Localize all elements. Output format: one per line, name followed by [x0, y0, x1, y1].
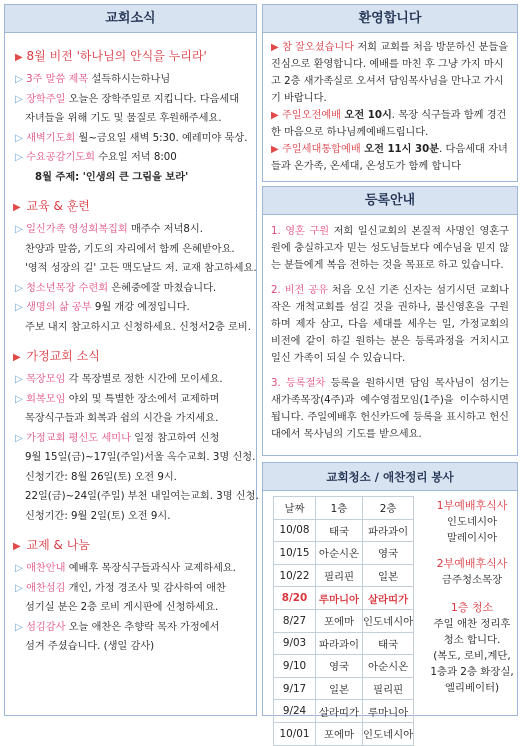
table-cell: 10/15 [274, 542, 316, 565]
table-cell: 포에마 [316, 722, 363, 745]
table-header-cell: 1층 [316, 497, 363, 520]
welcome-title: 환영합니다 [263, 5, 517, 33]
list-item [5, 559, 256, 579]
item-text: 각 목장별로 정한 시간에 모이세요. [65, 374, 223, 385]
table-cell: 살라띠가 [316, 700, 363, 723]
item-text: 8월 주제: '인생의 큰 그림을 보라' [35, 171, 189, 183]
side-title-2: 2부예배후식사 [436, 557, 508, 570]
outline-triangle-bullet-icon: ▷ [15, 432, 27, 444]
red-triangle-bullet-icon: ▶ [13, 352, 21, 363]
table-cell: 인도네시아 [363, 609, 414, 632]
table-cell: 10/22 [274, 564, 316, 587]
list-item [5, 618, 256, 638]
item-text: 야외 및 특별한 장소에서 교제하며 [65, 393, 220, 405]
table-cell: 루마니아 [316, 587, 363, 610]
item-text: 주보 내지 참고하시고 신청하세요. 신청서2층 로비. [25, 321, 251, 333]
table-cell: 필리핀 [316, 564, 363, 587]
table-row [274, 564, 414, 587]
outline-triangle-bullet-icon: ▷ [15, 93, 27, 105]
news-list [5, 70, 256, 187]
table-row [274, 655, 414, 678]
table-row [274, 587, 414, 610]
red-triangle-bullet-icon: ▶ [271, 144, 279, 155]
table-cell: 10/01 [274, 722, 316, 745]
table-cell: 9/10 [274, 655, 316, 678]
table-header-cell: 2층 [363, 497, 414, 520]
item-text: 설득하시는하나님 [88, 74, 171, 85]
list-item [5, 507, 256, 527]
outline-triangle-bullet-icon: ▷ [15, 393, 27, 405]
table-row [274, 609, 414, 632]
item-keyword: 가정교회 평신도 세미나 [26, 432, 131, 444]
item-keyword: 수요공감기도회 [26, 152, 95, 163]
list-item [5, 298, 256, 318]
table-row [274, 700, 414, 723]
list-item [5, 279, 256, 299]
table-cell: 8/27 [274, 609, 316, 632]
item-keyword: 회복모임 [26, 393, 66, 405]
cleaning-title: 교회청소 / 애찬정리 봉사 [263, 463, 517, 491]
list-item [5, 390, 256, 410]
outline-triangle-bullet-icon: ▷ [15, 152, 27, 163]
list-item [5, 240, 256, 260]
table-cell: 살라띠가 [363, 587, 414, 610]
table-cell: 포에마 [316, 609, 363, 632]
item-text: 9월 개강 예정입니다. [91, 302, 190, 313]
meal-side-notes [429, 498, 515, 696]
side-item: 인도네시아 [446, 516, 498, 528]
august-vision: ▶ 8월 비전 '하나님의 안식을 누리라' [15, 49, 207, 63]
welcome-body [263, 33, 517, 179]
outline-triangle-bullet-icon: ▷ [15, 582, 27, 594]
table-cell: 태국 [316, 519, 363, 542]
education-list [5, 220, 256, 337]
table-cell: 파라과이 [316, 632, 363, 655]
outline-triangle-bullet-icon: ▷ [15, 74, 27, 85]
table-header-cell: 날짜 [274, 497, 316, 520]
table-cell: 영국 [363, 542, 414, 565]
red-triangle-bullet-icon: ▶ [15, 52, 23, 63]
item-keyword: 생명의 삶 공부 [26, 302, 92, 313]
item-text: 은혜중에잘 마쳤습니다. [108, 282, 217, 294]
item-keyword: 목장모임 [26, 374, 66, 385]
item-keyword: 애찬안내 [26, 563, 66, 574]
outline-triangle-bullet-icon: ▷ [15, 132, 27, 144]
item-keyword: 일신가족 영성회복집회 [26, 224, 128, 235]
side-text: (복도, 로비,계단, [433, 650, 511, 662]
table-row [274, 632, 414, 655]
outline-triangle-bullet-icon: ▷ [15, 563, 27, 574]
table-row [274, 677, 414, 700]
side-text: 주일 애찬 정리후 [433, 618, 511, 630]
list-item [5, 487, 259, 507]
list-item [5, 468, 256, 488]
cleaning-panel [262, 462, 518, 742]
cleaning-table [273, 496, 414, 746]
red-triangle-bullet-icon: ▶ [13, 202, 21, 213]
church-news-panel [4, 4, 257, 716]
list-item [5, 409, 256, 429]
list-item [5, 579, 256, 599]
outline-triangle-bullet-icon: ▷ [15, 282, 27, 294]
side-text: 엘리베이터) [444, 682, 500, 694]
item-text: 매주수 저녁8시. [127, 224, 203, 235]
item-text: 자녀들을 위해 기도 및 물질로 후원해주세요. [25, 113, 222, 124]
side-title-3: 1층 청소 [450, 601, 494, 614]
side-item: 금주청소목장 [441, 574, 503, 586]
table-cell: 태국 [363, 632, 414, 655]
table-cell: 9/17 [274, 677, 316, 700]
registration-item: 1. 영혼 구원 저희 일신교회의 본질적 사명인 영혼구원에 충실하고자 믿는 성도님들보다 예수님을 믿지 않는 분들에게 복음 전하는 것을 목표로 하고 있습니다. [271, 226, 509, 271]
list-item [5, 637, 256, 657]
integrated-worship: ▶ 주일세대통합예배 오전 11시 30분. 다음세대 자녀들과 온가족, 온세대, 온성도가 함께 합니다 [271, 144, 508, 172]
table-cell: 루마니아 [363, 700, 414, 723]
registration-item: 3. 등록절차 등록을 원하시면 담임 목사님이 섬기는 새가족목장(4주)과 예수영접모임(1주)을 이수하시면 됩니다. 주일예배후 헌신카드에 등록을 표시하고 헌신대에서 목사님의 기도를 받으세요. [271, 378, 509, 440]
item-text: 개인, 가정 경조사 및 감사하여 애찬 [65, 582, 226, 594]
side-title-1: 1부예배후식사 [436, 499, 508, 512]
welcome-paragraph: ▶ 참 잘오셨습니다 저희 교회를 처음 방문하신 분들을 진심으로 환영합니다. 예배를 마친 후 그냥 가지 마시고 2층 새가족실로 오셔서 담임목사님을 만나고 가시기 바랍니다. [271, 42, 509, 104]
list-item [5, 429, 256, 449]
table-cell: 영국 [316, 655, 363, 678]
side-text: 1층과 2층 화장실, [430, 666, 514, 678]
registration-item: 2. 비전 공유 처음 오신 기존 신자는 섬기시던 교회나 작은 개척교회를 섬길 것을 권하나, 불신영혼을 구원하며 제자 삼고, 다음 세대를 세우는 일, 가정교회의 비전에 같이 하길 원하는 분은 등록과정을 거치시고 일신 가족이 되실 수 있습니다. [271, 285, 509, 364]
table-row [274, 722, 414, 745]
list-item [5, 259, 256, 279]
item-text: 수요일 저녁 8:00 [94, 152, 177, 163]
item-keyword: 장학주일 [26, 93, 66, 105]
item-text: 오늘 애찬은 추향락 목자 가정에서 [65, 621, 220, 633]
red-triangle-bullet-icon: ▶ [271, 42, 279, 53]
item-text: 찬양과 말씀, 기도의 자리에서 함께 은혜받아요. [25, 243, 235, 255]
outline-triangle-bullet-icon: ▷ [15, 224, 27, 235]
item-text: 예배후 목장식구들과식사 교제하세요. [65, 563, 236, 574]
item-text: 9월 15일(금)~17일(주일)서울 옥수교회. 3명 신청. [25, 452, 256, 463]
table-cell: 9/03 [274, 632, 316, 655]
list-item [5, 168, 256, 188]
church-news-title: 교회소식 [5, 5, 256, 33]
item-text: 일정 참고하여 신청 [130, 432, 220, 444]
table-row [274, 519, 414, 542]
table-cell: 파라과이 [363, 519, 414, 542]
morning-worship: ▶ 주일오전예배 오전 10시. 목장 식구들과 함께 경건한 마음으로 하나님께예배드립니다. [271, 110, 507, 138]
item-text: 섬겨 주셨습니다. (생일 감사) [25, 641, 155, 652]
list-item [5, 129, 256, 149]
item-keyword: 섬김감사 [26, 621, 66, 633]
list-item [5, 448, 256, 468]
item-text: 신청기간: 9월 2일(토) 오전 9시. [25, 510, 171, 522]
list-item [5, 370, 256, 390]
section-home-church-title: ▶ 가정교회 소식 [13, 349, 100, 363]
list-item [5, 70, 256, 90]
list-item [5, 148, 256, 168]
home-church-list [5, 370, 259, 526]
list-item [5, 109, 256, 129]
registration-panel [262, 186, 518, 456]
outline-triangle-bullet-icon: ▷ [15, 302, 27, 313]
table-cell: 일본 [316, 677, 363, 700]
right-column [262, 4, 518, 742]
item-text: 월~금요일 새벽 5:30. 예레미야 묵상. [75, 132, 248, 144]
red-triangle-bullet-icon: ▶ [13, 541, 21, 552]
list-item [5, 90, 256, 110]
table-cell: 아순시온 [363, 655, 414, 678]
table-cell: 인도네시아 [363, 722, 414, 745]
list-item [5, 598, 256, 618]
section-fellowship-title: ▶ 교제 & 나눔 [13, 538, 90, 552]
registration-body [263, 215, 517, 443]
section-education-title: ▶ 교육 & 훈련 [13, 199, 90, 213]
fellowship-list [5, 559, 256, 657]
side-text: 청소 합니다. [443, 634, 501, 646]
table-cell: 8/20 [274, 587, 316, 610]
table-cell: 일본 [363, 564, 414, 587]
registration-title: 등록안내 [263, 187, 517, 215]
red-triangle-bullet-icon: ▶ [271, 110, 279, 121]
table-cell: 아순시온 [316, 542, 363, 565]
list-item [5, 318, 256, 338]
outline-triangle-bullet-icon: ▷ [15, 374, 27, 385]
item-keyword: 청소년목장 수련회 [26, 282, 109, 294]
welcome-panel [262, 4, 518, 182]
table-cell: 필리핀 [363, 677, 414, 700]
item-keyword: 새벽기도회 [26, 132, 76, 144]
item-text: 섬기실 분은 2층 로비 게시판에 신청하세요. [25, 602, 219, 613]
item-text: 22일(금)~24일(주일) 부천 내일여는교회. 3명 신청. [25, 491, 259, 502]
side-item: 말레이시아 [446, 532, 498, 544]
outline-triangle-bullet-icon: ▷ [15, 621, 27, 633]
item-keyword: 3주 말씀 제목 [26, 74, 89, 85]
table-cell: 9/24 [274, 700, 316, 723]
item-keyword: 애찬섬김 [26, 582, 66, 594]
list-item [5, 220, 256, 240]
item-text: 오늘은 장학주일로 지킵니다. 다음세대 [65, 93, 240, 105]
table-row [274, 542, 414, 565]
table-header-row [274, 497, 414, 520]
item-text: 신청기간: 8월 26일(토) 오전 9시. [25, 471, 177, 483]
table-cell: 10/08 [274, 519, 316, 542]
item-text: '영적 성장의 길' 고든 맥도날드 저. 교재 참고하세요. [25, 263, 257, 274]
item-text: 목장식구들과 회복과 쉼의 시간을 가지세요. [25, 413, 219, 424]
